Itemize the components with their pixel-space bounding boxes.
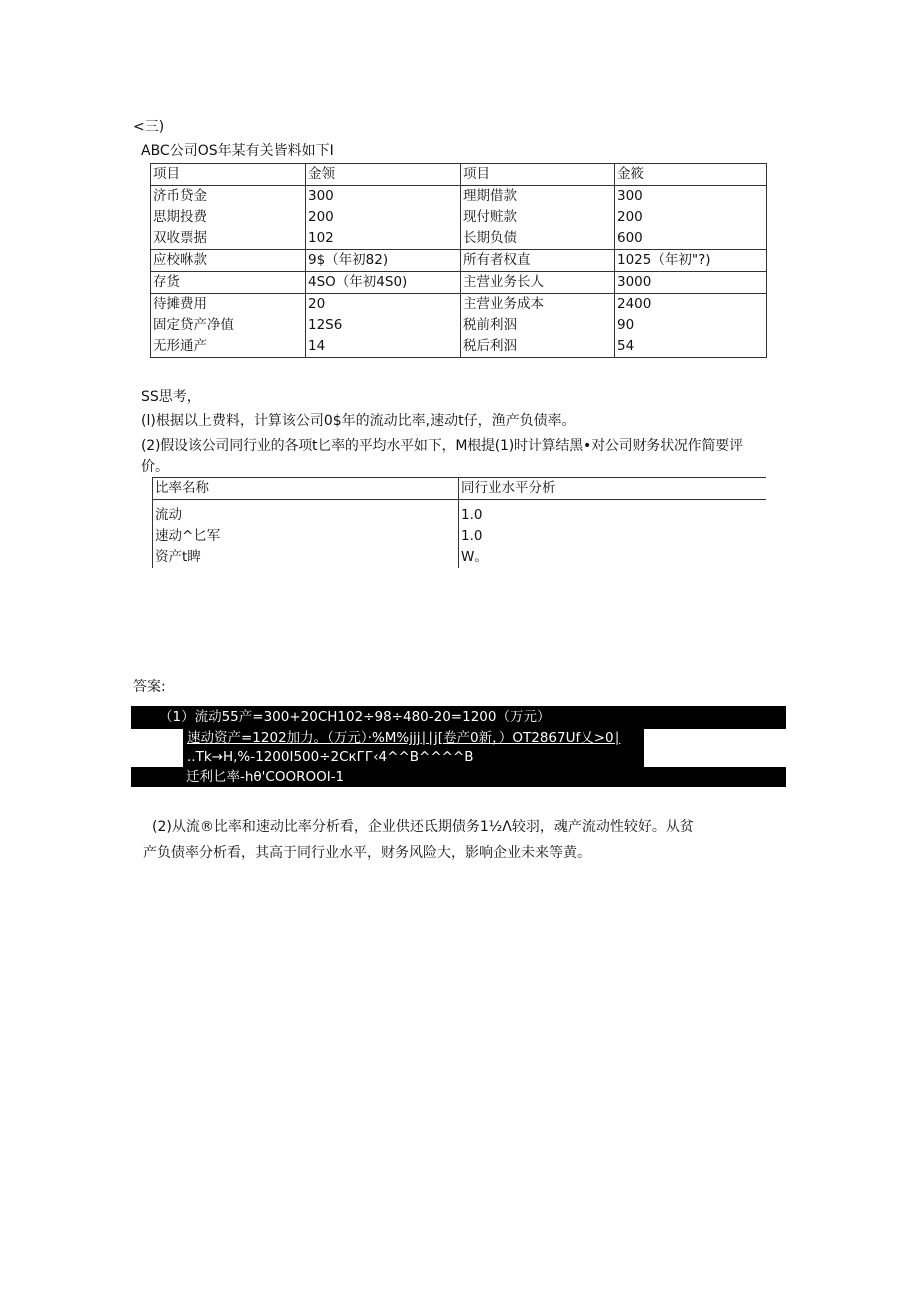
table-cell: 4SO（年初4S0): [306, 272, 461, 294]
ratio-name: 资产t睥: [155, 549, 201, 565]
table-cell: 9$（年初82): [306, 250, 461, 272]
answer-line-3: [183, 747, 644, 768]
ratio-values-cell: [459, 500, 766, 569]
table-cell: 济币贷金 思期投费 双收票据: [151, 186, 306, 250]
header-cell: 项目: [151, 164, 306, 186]
ratio-body-row: [153, 500, 766, 569]
table-cell: 300 200 600: [615, 186, 767, 250]
answer-line-3-text: ..Tk→H,%-1200I500÷2CкГГ‹4^^B^^^^B: [187, 749, 474, 765]
table-cell: 所有者权直: [461, 250, 615, 272]
ratio-value: 1.0: [461, 507, 483, 523]
analysis-line-2: 产负债率分析看，其高于同行业水平，财务风险大，影响企业未来等黄。: [143, 845, 591, 861]
answer-line-4-text: 迁利匕率-hθ'COOROOI-1: [186, 769, 345, 785]
table-cell: 主营业务成本 税前利泅 税后利泅: [461, 294, 615, 358]
answer-line-4: [131, 767, 786, 787]
questions-lead: SS思考，: [141, 389, 201, 405]
table-row: [151, 250, 767, 272]
header-cell: 同行业水平分析: [459, 478, 766, 500]
ratio-name: 速动^匕军: [155, 528, 221, 544]
answer-line-1-text: （1）流动55产=300+20CH102÷98÷480-20=1200（万元）: [159, 709, 551, 725]
financial-data-table: [150, 163, 767, 358]
ratio-names-cell: [153, 500, 459, 569]
answer-line-2-text: 速动资产=1202加力。（万元）·%M%jjj∣∣j[卷产0新，）OT2867Uf乂>0∣: [187, 730, 621, 746]
ratio-name: 流动: [155, 507, 182, 523]
question-2-line2: 价。: [141, 459, 169, 475]
table-cell: 2400 90 54: [615, 294, 767, 358]
table-row: [151, 272, 767, 294]
table-cell: 主营业务长人: [461, 272, 615, 294]
table-row: [151, 294, 767, 358]
intro-text: ABC公司OS年某有关皆料如下I: [141, 143, 334, 159]
table-cell: 1025（年初"?): [615, 250, 767, 272]
section-heading: <三): [133, 119, 165, 135]
table-cell: 300 200 102: [306, 186, 461, 250]
ratio-table: [152, 477, 766, 568]
header-cell: 金领: [306, 164, 461, 186]
table-cell: 应校咻款: [151, 250, 306, 272]
analysis-line-1: (2)从流®比率和速动比率分析看，企业供还氐期债务1½Λ较羽，魂产流动性较好。从贫: [152, 819, 694, 835]
table-cell: 理期借款 现付赃款 长期负债: [461, 186, 615, 250]
ratio-value: W。: [461, 549, 488, 565]
table-cell: 存货: [151, 272, 306, 294]
question-1: (l)根据以上费料，计算该公司0$年的流动比率,速动t仔，渔产负债率。: [141, 413, 576, 429]
table-header-row: [151, 164, 767, 186]
table-cell: 20 12S6 14: [306, 294, 461, 358]
table-row: [151, 186, 767, 250]
answer-label: 答案:: [133, 679, 166, 695]
answer-line-2: [183, 727, 644, 749]
header-cell: 金筱: [615, 164, 767, 186]
answer-line-1: [131, 706, 786, 729]
ratio-value: 1.0: [461, 528, 483, 544]
header-cell: 比率名称: [153, 478, 459, 500]
header-cell: 项目: [461, 164, 615, 186]
table-cell: 待摊费用 固定贷产净值 无形通产: [151, 294, 306, 358]
question-2-line1: (2)假设该公司同行业的各项t匕率的平均水平如下，M根提(1)时计算结黑•对公司财务状况作简要评: [141, 438, 743, 454]
table-cell: 3000: [615, 272, 767, 294]
ratio-header-row: [153, 478, 766, 500]
